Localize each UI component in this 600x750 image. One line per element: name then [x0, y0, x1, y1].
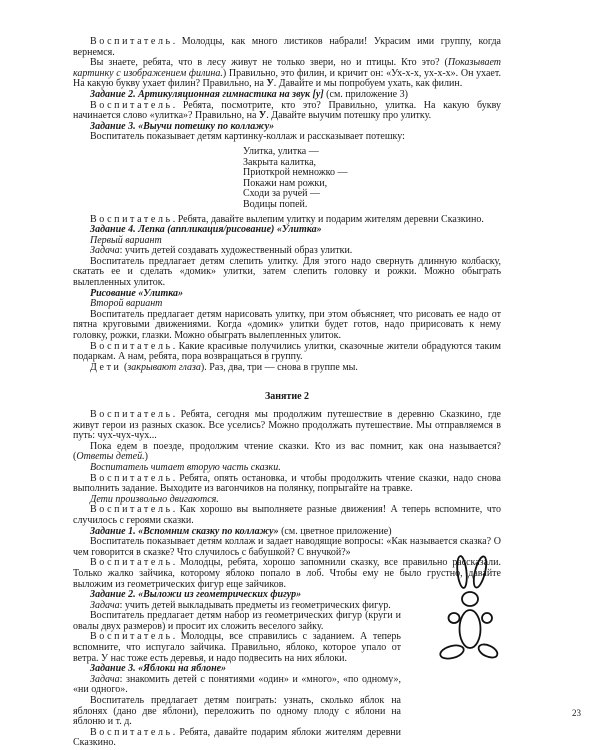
paragraph	[73, 442, 501, 463]
paragraph	[73, 342, 501, 363]
italic-text: Задача	[90, 673, 120, 685]
text-run: У	[258, 110, 267, 122]
speaker-name: Дети	[90, 361, 122, 373]
text-run: . Ребята, посмотрите, кто это? Правильно, улитка. На какую букву начинается слово «улитка»? Правильно, на	[73, 99, 501, 122]
text-run: Вы знаете, ребята, что в лесу живут не только звери, но и птицы. Кто это? (	[90, 57, 448, 69]
speaker-name: Воспитатель	[90, 726, 173, 738]
italic-text: Воспитатель читает вторую часть сказки.	[90, 461, 281, 473]
paragraph	[73, 728, 401, 749]
paragraph	[73, 363, 501, 374]
text-run: Воспитатель предлагает детям слепить улитку. Для этого надо свернуть длинную колбаску, скатать ее и сделать «домик» улитки, затем слепить головку и рожки. Можно обыграть вылепленных улиток.	[73, 255, 501, 289]
speaker-name: Воспитатель	[90, 99, 173, 111]
bunny-left-ear	[456, 556, 468, 589]
bunny-left-foot	[439, 643, 465, 661]
paragraph	[73, 611, 401, 632]
speaker-name: Воспитатель	[90, 409, 173, 420]
bunny-head	[462, 592, 478, 606]
text-run: . Молодцы, ребята, хорошо запомнили сказку, все правильно рассказали. Только жалко зайчика, которому яблоко попало в лоб. Чтобы ему не было грустно, давайте выложим из геометрических фигур еще зайчиков.	[73, 557, 501, 590]
task-title: Задание 1. «Вспомним сказку по коллажу»	[90, 525, 279, 537]
text-run: : учить детей создавать художественный образ улитки.	[119, 245, 353, 257]
text-run: . Какие красивые получились улитки, сказочные жители обрадуются таким подаркам. А нам, ребята, пора возвращаться в группу.	[73, 340, 501, 363]
italic-text: закрывают глаза	[127, 361, 201, 373]
poem-line: Улитка, улитка —	[243, 145, 319, 157]
text-run: . Давайте и мы попробуем ухать, как филин.	[273, 78, 463, 90]
speaker-name: Воспитатель	[90, 631, 173, 643]
text-run: (см. цветное приложение)	[278, 525, 392, 537]
paragraph	[73, 410, 501, 442]
italic-text: Показывает картинку с изображением филина.	[73, 57, 501, 79]
lesson-2-heading: Занятие 2	[264, 391, 310, 403]
text-run: . Молодцы, как много листиков набрали! Украсим ими группу, когда вернемся.	[73, 36, 501, 58]
italic-text: Дети произвольно двигаются.	[90, 493, 219, 505]
paragraph	[73, 632, 401, 664]
italic-text: Задача	[90, 245, 120, 257]
text-run: . Ребята, сегодня мы продолжим путешествие в деревню Сказкино, где живут герои из разных сказок. Все уселись? Можно продолжать путешествие. Мы отправляемся в путь: чух-чух-чух...	[73, 409, 501, 442]
task-title: Задание 3. «Яблоки на яблоне»	[90, 663, 227, 675]
bunny-right-arm	[482, 613, 492, 623]
paragraph	[73, 696, 401, 728]
text-run: . Ребята, давайте вылепим улитку и подарим жителям деревни Сказкино.	[172, 213, 484, 225]
text-run: : учить детей выкладывать предметы из геометрических фигур.	[119, 599, 391, 611]
poem-line: Сходи за ручей —	[243, 188, 321, 200]
poem-line: Приоткрой немножко —	[243, 167, 348, 179]
speaker-name: Воспитатель	[90, 557, 173, 569]
bunny-right-ear	[471, 555, 488, 588]
poem-line: Покажи нам рожки,	[243, 177, 328, 189]
paragraph	[73, 474, 501, 495]
text-run: . Молодцы, все справились с заданием. А теперь вспомните, что испугало зайчика. Правильно, яблоко, которое упало от ветра. У нас тоже есть деревья, и надо подвесить на них яблоки.	[73, 631, 401, 664]
italic-text: Второй вариант	[90, 298, 163, 310]
bunny-body	[460, 610, 481, 648]
text-run: . Давайте выучим потешку про улитку.	[266, 110, 432, 122]
speaker-name: Воспитатель	[90, 504, 173, 516]
text-run: )	[144, 451, 148, 463]
page-number: 23	[572, 708, 581, 718]
bunny-left-arm	[449, 613, 460, 623]
text-run: ) Правильно, это филин, и кричит он: «Ух-х-х, ух-х-х». Он ухает. На какую букву ухает филин? Правильно, на	[73, 67, 501, 90]
task-title: Задание 4. Лепка (аппликация/рисование) «Улитка»	[90, 224, 322, 236]
bunny-right-foot	[477, 642, 500, 660]
text-run: Пока едем в поезде, продолжим чтение сказки. Кто из вас помнит, как она называется? (	[73, 440, 501, 463]
paragraph	[73, 257, 501, 289]
text-run: Воспитатель предлагает детям поиграть: узнать, сколько яблок на яблонях (дано две яблони), переложить по одному плоду с яблони на яблоню и т. д.	[73, 695, 401, 728]
italic-text: Ответы детей.	[76, 451, 145, 463]
paragraph	[73, 132, 501, 143]
task-title: Задание 2. «Выложи из геометрических фигур»	[90, 589, 302, 601]
speaker-name: Воспитатель	[90, 340, 173, 352]
text-run: Воспитатель показывает детям коллаж и задает наводящие вопросы: «Как называется сказка? О чем говорится в сказке? Что случилось с бабушкой? С внучкой?»	[73, 536, 501, 558]
text-run: ). Раз, два, три — снова в группе мы.	[200, 361, 358, 373]
text-run: : знакомить детей с понятиями «один» и «много», «по одному», «ни одного».	[73, 673, 401, 696]
italic-text: Первый вариант	[90, 234, 162, 246]
text-run: . Ребята, опять остановка, и чтобы продолжить чтение сказки, надо снова выполнить задание. Выходите из вагончиков на полянку, попрыгайте на травке.	[73, 472, 501, 495]
section-lesson1-part2	[73, 215, 501, 374]
text-run: . Ребята, давайте подарим яблоки жителям деревни Сказкино.	[73, 726, 401, 749]
speaker-name: Воспитатель	[90, 472, 173, 484]
task-title: Задание 3. «Выучи потешку по коллажу»	[90, 120, 275, 132]
paragraph	[73, 675, 401, 696]
paragraph	[73, 505, 501, 526]
text-run: У	[266, 78, 274, 90]
paragraph	[73, 310, 501, 342]
paragraph	[73, 58, 501, 90]
text-run: (см. приложение 3)	[323, 88, 408, 100]
task-title: Задание 2. Артикуляционная гимнастика на звук [у]	[90, 88, 324, 100]
task-title: Рисование «Улитка»	[90, 287, 184, 299]
text-run: Воспитатель предлагает детям набор из геометрических фигур (круги и овалы двух размеров) и просит их сложить веселого зайку.	[73, 610, 401, 632]
speaker-name: Воспитатель	[90, 36, 173, 47]
paragraph	[73, 37, 501, 58]
text-run: (	[121, 361, 128, 373]
text-run: . Как хорошо вы выполняете разные движения! А теперь вспомните, что случилось с героями сказки.	[73, 504, 501, 526]
section-lesson1-part1	[73, 37, 501, 143]
speaker-name: Воспитатель	[90, 213, 173, 225]
poem-line: Водицы попей.	[243, 198, 308, 210]
paragraph	[73, 101, 501, 122]
rhyme-poem	[243, 147, 501, 211]
italic-text: Задача	[90, 599, 120, 611]
poem-line: Закрыта калитка,	[243, 156, 317, 168]
bunny-figure-illustration	[430, 550, 520, 665]
text-run: Воспитатель предлагает детям нарисовать улитку, при этом объясняет, что рисовать ее надо от пятна круговыми движениями. Когда «домик» улитки будет готов, надо пририсовать к нему головку, рожки, глазки. Можно обыграть вылепленных улиток.	[73, 308, 501, 342]
text-run: Воспитатель показывает детям картинку-коллаж и рассказывает потешку:	[90, 131, 405, 143]
